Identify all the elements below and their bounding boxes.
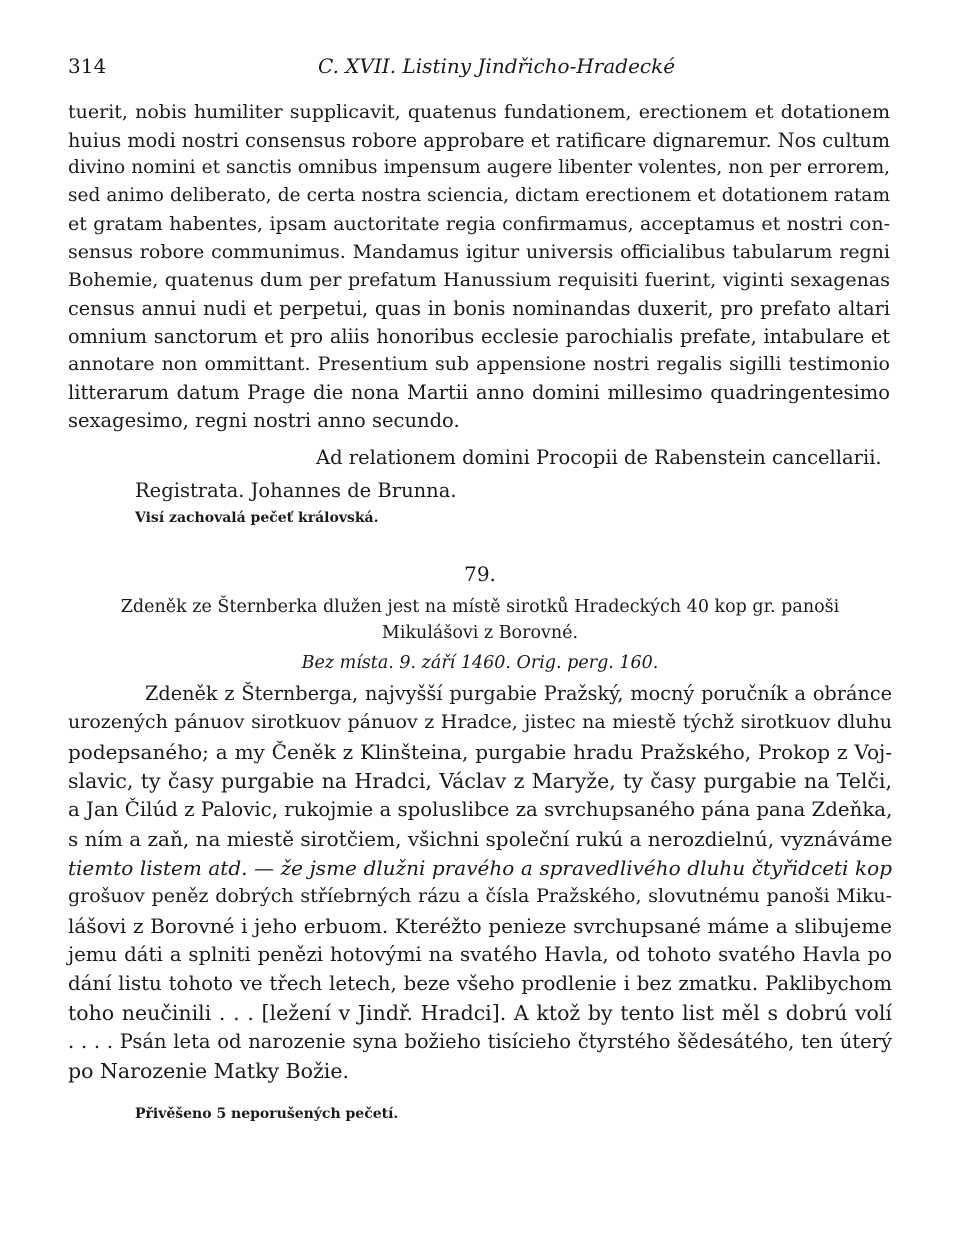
text-line: lášovi z Borovné i jeho erbuom. Kteréžto penieze svrchupsané máme a slibujeme <box>68 914 892 938</box>
relation-line: Ad relationem domini Procopii de Rabenstein cancellarii. <box>316 446 882 469</box>
text-line: Zdeněk z Šternberga, najvyšší purgabie Pražský, mocný poručník a obránce <box>145 682 892 705</box>
text-line: census annui nudi et perpetui, quas in bonis nominandas duxerit, pro prefato altari <box>68 297 890 320</box>
text-line: po Narozenie Matky Božie. <box>68 1059 350 1083</box>
text-line: s ním a zaň, na miestě sirotčiem, všichni společní rukú a nerozdielnú, vyznáváme <box>68 827 893 851</box>
text-line: podepsaného; a my Čeněk z Klinšteina, purgabie hradu Pražského, Prokop z Voj- <box>68 740 892 764</box>
document-source: Bez místa. 9. září 1460. Orig. perg. 160. <box>301 653 659 673</box>
text-line: divino nomini et sanctis omnibus impensum augere libenter volentes, non per errorem, <box>68 157 890 178</box>
seal-note: Visí zachovalá pečeť královská. <box>135 510 379 526</box>
text-line: huius modi nostri consensus robore approbare et ratificare dignaremur. Nos cultum <box>68 129 890 152</box>
text-line: litterarum datum Prage die nona Martii anno domini millesimo quadringentesimo <box>68 381 890 404</box>
document-number: 79. <box>464 562 496 586</box>
running-title: C. XVII. Listiny Jindřicho-Hradecké <box>318 54 676 78</box>
seal-note: Přivěšeno 5 neporušených pečetí. <box>135 1106 399 1122</box>
text-line: Bohemie, quatenus dum per prefatum Hanussium requisiti fuerint, viginti sexagenas <box>68 269 890 291</box>
text-line: jemu dáti a splniti penězi hotovými na svatého Havla, od tohoto svatého Havla po <box>68 943 892 966</box>
document-summary-line: Mikulášovi z Borovné. <box>381 623 579 643</box>
page-number: 314 <box>68 54 107 78</box>
text-line: omnium sanctorum et pro aliis honoribus ecclesie parochialis prefate, intabulare et <box>68 325 890 348</box>
text-line: sensus robore communimus. Mandamus igitur universis officialibus tabularum regni <box>68 241 890 263</box>
text-line: a Jan Čilúd z Palovic, rukojmie a spoluslibce za svrchupsaného pána pana Zdeňka, <box>68 798 893 821</box>
registrata-line: Registrata. Johannes de Brunna. <box>135 479 457 502</box>
text-line: tiemto listem atd. — že jsme dlužni pravého a spravedlivého dluhu čtyřidceti kop <box>68 856 892 880</box>
text-line: slavic, ty časy purgabie na Hradci, Václav z Maryže, ty časy purgabie na Telči, <box>68 769 892 793</box>
text-line: grošuov peněz dobrých stříebrných rázu a čísla Pražského, slovutnému panoši Miku- <box>68 885 892 907</box>
text-line: tuerit, nobis humiliter supplicavit, quatenus fundationem, erectionem et dotationem <box>68 101 890 123</box>
text-line: sexagesimo, regni nostri anno secundo. <box>68 409 460 432</box>
text-line: et gratam habentes, ipsam auctoritate regia confirmamus, acceptamus et nostri con- <box>68 213 890 235</box>
running-header <box>68 54 890 84</box>
text-line: urozených pánuov sirotkuov pánuov z Hradce, jistec na miestě týchž sirotkuov dluhu <box>68 711 892 733</box>
text-line: sed animo deliberato, de certa nostra sciencia, dictam erectionem et dotationem ratam <box>68 185 890 206</box>
text-line: toho neučinili . . . [ležení v Jindř. Hradci]. A ktož by tento list měl s dobrú volí <box>68 1001 892 1025</box>
text-line: . . . . Psán leta od narozenie syna božieho tisícieho čtyrstého šědesátého, ten úterý <box>68 1030 892 1053</box>
text-line: dání listu tohoto ve třech letech, beze všeho prodlenie i bez zmatku. Paklibychom <box>68 972 892 995</box>
document-summary-line: Zdeněk ze Šternberka dlužen jest na místě sirotků Hradeckých 40 kop gr. panoši <box>120 597 840 617</box>
text-line: annotare non ommittant. Presentium sub appensione nostri regalis sigilli testimonio <box>68 353 890 375</box>
